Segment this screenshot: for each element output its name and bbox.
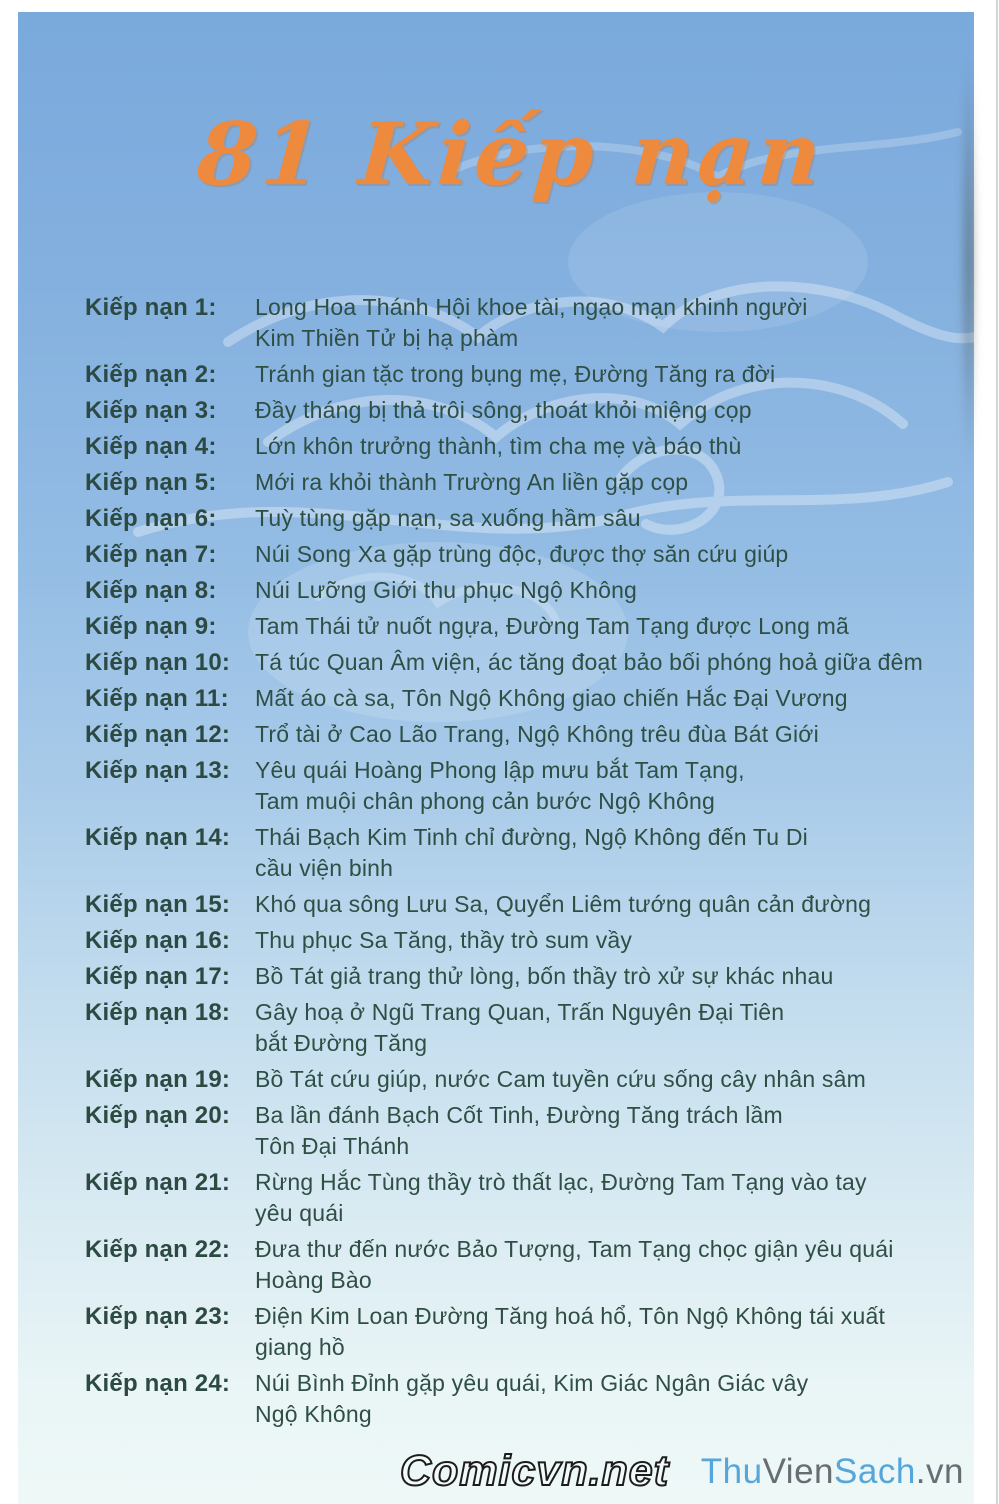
watermark-part: Thu [700, 1452, 763, 1491]
item-text-line: Núi Song Xa gặp trùng độc, được thợ săn cứu giúp [255, 541, 789, 567]
item-text-line: Điện Kim Loan Đường Tăng hoá hổ, Tôn Ngộ Không tái xuất [255, 1303, 886, 1329]
item-text [255, 575, 965, 606]
list-item [85, 683, 965, 714]
list-item [85, 539, 965, 570]
item-text-line: Thu phục Sa Tăng, thầy trò sum vầy [255, 927, 633, 953]
item-text-line: Trổ tài ở Cao Lão Trang, Ngộ Không trêu đùa Bát Giới [255, 721, 819, 747]
item-text [255, 292, 965, 354]
item-text-line: yêu quái [255, 1200, 344, 1226]
item-label: Kiếp nạn 7: [85, 541, 217, 568]
tribulation-list [85, 292, 965, 1435]
item-label: Kiếp nạn 13: [85, 757, 231, 784]
footer [18, 1448, 974, 1498]
item-text [255, 1064, 965, 1095]
item-text-line: Thái Bạch Kim Tinh chỉ đường, Ngộ Không đến Tu Di [255, 824, 808, 850]
item-label: Kiếp nạn 8: [85, 577, 217, 604]
list-item [85, 889, 965, 920]
item-label: Kiếp nạn 12: [85, 721, 231, 748]
item-text-line: Tránh gian tặc trong bụng mẹ, Đường Tăng ra đời [255, 361, 776, 387]
list-item [85, 719, 965, 750]
item-label: Kiếp nạn 21: [85, 1169, 231, 1196]
item-text [255, 503, 965, 534]
item-text [255, 889, 965, 920]
list-item [85, 467, 965, 498]
item-text-line: bắt Đường Tăng [255, 1030, 428, 1056]
item-text-line: Lớn khôn trưởng thành, tìm cha mẹ và báo thù [255, 433, 742, 459]
list-item [85, 575, 965, 606]
item-text [255, 1301, 965, 1363]
item-text [255, 683, 965, 714]
item-text-line: Đầy tháng bị thả trôi sông, thoát khỏi miệng cọp [255, 397, 752, 423]
item-text-line: giang hồ [255, 1334, 345, 1360]
list-item [85, 1368, 965, 1430]
item-text [255, 1100, 965, 1162]
item-text-line: Rừng Hắc Tùng thầy trò thất lạc, Đường Tam Tạng vào tay [255, 1169, 867, 1195]
list-item [85, 1167, 965, 1229]
item-text [255, 467, 965, 498]
item-label: Kiếp nạn 9: [85, 613, 217, 640]
item-text [255, 1167, 965, 1229]
item-text-line: Khó qua sông Lưu Sa, Quyển Liêm tướng quân cản đường [255, 891, 872, 917]
item-text [255, 431, 965, 462]
watermark-part: Sach [834, 1452, 916, 1491]
item-text [255, 539, 965, 570]
item-label: Kiếp nạn 6: [85, 505, 217, 532]
item-label: Kiếp nạn 10: [85, 649, 231, 676]
thuviensach-watermark [701, 1452, 964, 1492]
item-text-line: Hoàng Bào [255, 1267, 372, 1293]
list-item [85, 292, 965, 354]
item-label: Kiếp nạn 2: [85, 361, 217, 388]
book-page [18, 12, 974, 1504]
item-label: Kiếp nạn 17: [85, 963, 231, 990]
item-text-line: Ba lần đánh Bạch Cốt Tinh, Đường Tăng trách lầm [255, 1102, 783, 1128]
list-item [85, 961, 965, 992]
item-text [255, 395, 965, 426]
item-label: Kiếp nạn 24: [85, 1370, 231, 1397]
list-item [85, 395, 965, 426]
comicvn-watermark: Comicvn.net [400, 1447, 670, 1495]
item-text-line: Bồ Tát giả trang thử lòng, bốn thầy trò xử sự khác nhau [255, 963, 834, 989]
item-text [255, 719, 965, 750]
list-item [85, 1234, 965, 1296]
item-text-line: Đưa thư đến nước Bảo Tượng, Tam Tạng chọc giận yêu quái [255, 1236, 894, 1262]
item-label: Kiếp nạn 20: [85, 1102, 231, 1129]
item-label: Kiếp nạn 15: [85, 891, 231, 918]
item-label: Kiếp nạn 4: [85, 433, 217, 460]
item-text [255, 755, 965, 817]
item-label: Kiếp nạn 23: [85, 1303, 231, 1330]
list-item [85, 431, 965, 462]
item-label: Kiếp nạn 1: [85, 294, 217, 321]
item-label: Kiếp nạn 5: [85, 469, 217, 496]
item-label: Kiếp nạn 11: [85, 685, 229, 712]
list-item [85, 647, 965, 678]
page-title: 81 Kiếp nạn [194, 104, 828, 205]
item-text-line: Long Hoa Thánh Hội khoe tài, ngạo mạn khinh người [255, 294, 808, 320]
list-item [85, 503, 965, 534]
item-text-line: Tuỳ tùng gặp nạn, sa xuống hầm sâu [255, 505, 641, 531]
item-text-line: Tá túc Quan Âm viện, ác tăng đoạt bảo bối phóng hoả giữa đêm [255, 649, 923, 675]
item-text-line: Núi Lưỡng Giới thu phục Ngộ Không [255, 577, 638, 603]
item-text-line: Tôn Đại Thánh [255, 1133, 410, 1159]
item-text-line: cầu viện binh [255, 855, 394, 881]
item-label: Kiếp nạn 14: [85, 824, 231, 851]
item-label: Kiếp nạn 3: [85, 397, 217, 424]
item-text-line: Núi Bình Đỉnh gặp yêu quái, Kim Giác Ngân Giác vây [255, 1370, 809, 1396]
item-text-line: Ngộ Không [255, 1401, 372, 1427]
watermark-part: Vien [762, 1452, 835, 1491]
item-text [255, 359, 965, 390]
item-text-line: Mất áo cà sa, Tôn Ngộ Không giao chiến Hắc Đại Vương [255, 685, 848, 711]
item-text-line: Bồ Tát cứu giúp, nước Cam tuyền cứu sống cây nhân sâm [255, 1066, 866, 1092]
list-item [85, 925, 965, 956]
list-item [85, 611, 965, 642]
item-text-line: Tam muội chân phong cản bước Ngộ Không [255, 788, 716, 814]
list-item [85, 997, 965, 1059]
item-text-line: Mới ra khỏi thành Trường An liền gặp cọp [255, 469, 689, 495]
item-text [255, 1234, 965, 1296]
list-item [85, 1064, 965, 1095]
item-text-line: Gây hoạ ở Ngũ Trang Quan, Trấn Nguyên Đại Tiên [255, 999, 785, 1025]
item-text [255, 997, 965, 1059]
item-text [255, 925, 965, 956]
item-text [255, 647, 965, 678]
list-item [85, 1100, 965, 1162]
watermark-part: .vn [915, 1452, 964, 1491]
list-item [85, 755, 965, 817]
list-item [85, 822, 965, 884]
item-text [255, 611, 965, 642]
list-item [85, 1301, 965, 1363]
item-text [255, 961, 965, 992]
item-label: Kiếp nạn 22: [85, 1236, 231, 1263]
item-text [255, 1368, 965, 1430]
item-text-line: Yêu quái Hoàng Phong lập mưu bắt Tam Tạng, [255, 757, 745, 783]
item-text-line: Tam Thái tử nuốt ngựa, Đường Tam Tạng được Long mã [255, 613, 849, 639]
list-item [85, 359, 965, 390]
item-text-line: Kim Thiền Tử bị hạ phàm [255, 325, 519, 351]
item-text [255, 822, 965, 884]
item-label: Kiếp nạn 16: [85, 927, 231, 954]
item-label: Kiếp nạn 19: [85, 1066, 231, 1093]
item-label: Kiếp nạn 18: [85, 999, 231, 1026]
